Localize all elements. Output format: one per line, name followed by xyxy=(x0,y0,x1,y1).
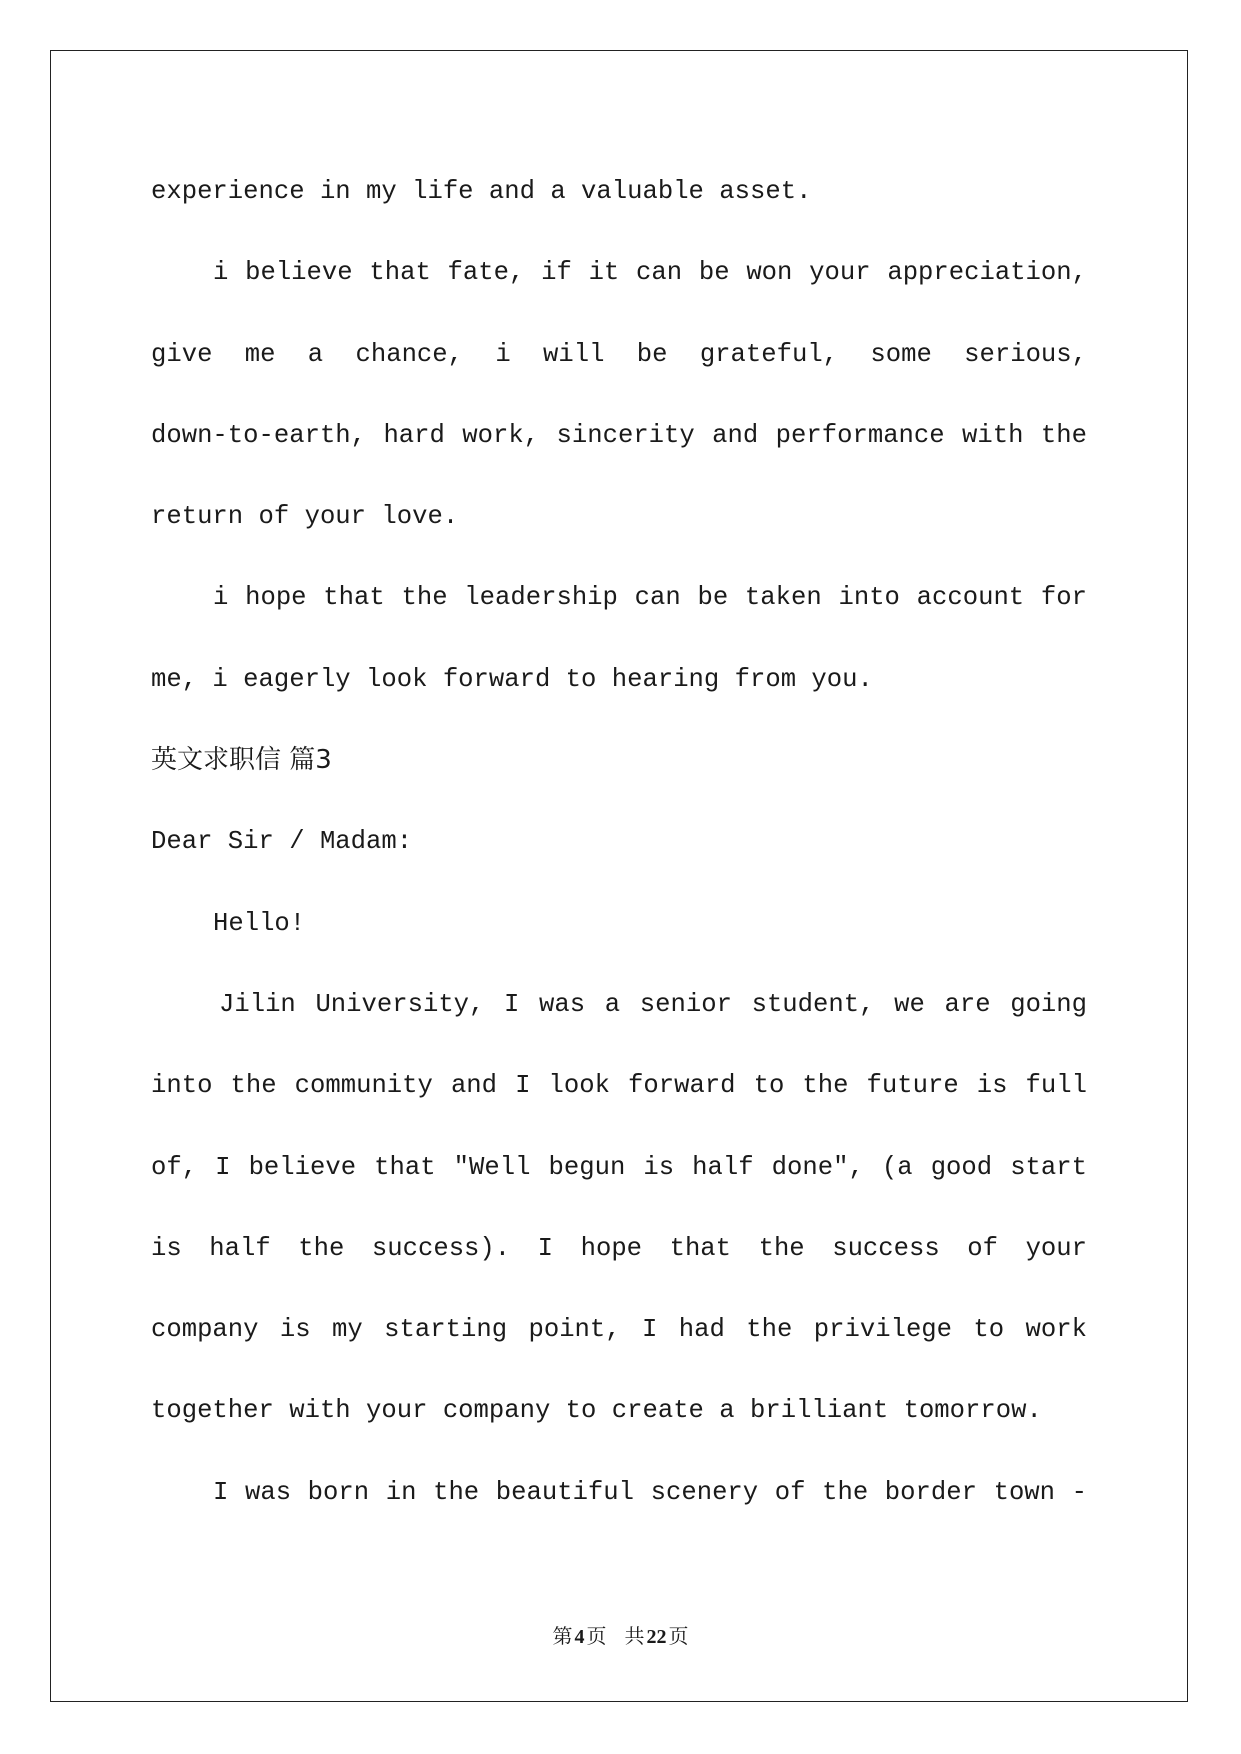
document-body xyxy=(151,151,1087,1533)
body-line: down-to-earth, hard work, sincerity and performance with the xyxy=(151,420,1087,450)
total-prefix: 共 xyxy=(624,1626,645,1648)
page-prefix: 第 xyxy=(552,1626,573,1648)
page-footer xyxy=(0,1620,1241,1649)
body-line: into the community and I look forward to the future is full xyxy=(151,1071,1087,1101)
body-line: company is my starting point, I had the privilege to work xyxy=(151,1315,1087,1345)
body-line: i hope that the leadership can be taken into account for xyxy=(213,583,1087,613)
body-line: me, i eagerly look forward to hearing from you. xyxy=(151,664,873,694)
body-line: together with your company to create a brilliant tomorrow. xyxy=(151,1396,1042,1426)
body-line: i believe that fate, if it can be won your appreciation, xyxy=(213,258,1087,288)
body-line: of, I believe that "Well begun is half done", (a good start xyxy=(151,1152,1087,1182)
body-line: return of your love. xyxy=(151,502,459,532)
body-line: is half the success). I hope that the success of your xyxy=(151,1233,1087,1263)
total-pages: 22 xyxy=(646,1626,667,1648)
section-heading: 英文求职信 篇3 xyxy=(151,745,332,776)
body-line: experience in my life and a valuable asset. xyxy=(151,177,812,206)
greeting: Hello! xyxy=(213,908,306,938)
body-line: Jilin University, I was a senior student, we are going xyxy=(219,989,1087,1019)
total-suffix: 页 xyxy=(668,1626,689,1648)
body-line: give me a chance, i will be grateful, some serious, xyxy=(151,339,1087,369)
salutation: Dear Sir / Madam: xyxy=(151,827,413,857)
body-line: I was born in the beautiful scenery of the border town - xyxy=(213,1477,1087,1507)
page-suffix: 页 xyxy=(586,1626,607,1648)
page-number: 4 xyxy=(574,1626,585,1648)
